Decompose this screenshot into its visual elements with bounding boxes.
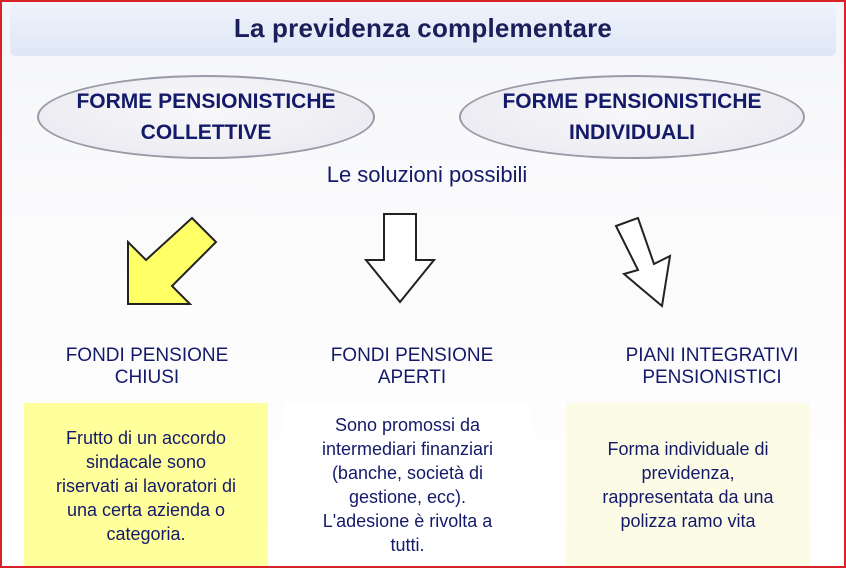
solutions-subtitle: Le soluzioni possibili — [326, 162, 528, 187]
closed-funds-desc-line: sindacale sono — [85, 452, 207, 472]
closed-funds-title — [42, 345, 252, 389]
integrative-plans-title-line-2: PENSIONISTICI — [642, 367, 782, 388]
arrow-down-left-icon — [114, 212, 224, 312]
collective-forms-line-2: COLLETTIVE — [140, 121, 272, 144]
open-funds-title — [307, 345, 517, 389]
integrative-plans-title — [592, 345, 832, 389]
open-funds-desc-line: gestione, ecc). — [348, 487, 467, 507]
open-funds-title-line-2: APERTI — [377, 367, 447, 388]
title-bar — [10, 4, 836, 56]
open-funds-description — [284, 403, 531, 568]
individual-forms-ellipse — [459, 75, 805, 159]
integrative-plans-desc-line: previdenza, — [641, 463, 735, 483]
integrative-plans-title-line-1: PIANI INTEGRATIVI — [625, 345, 799, 366]
closed-funds-title-line-1: FONDI PENSIONE — [65, 345, 229, 366]
open-funds-desc-line: tutti. — [390, 535, 425, 555]
open-funds-desc-line: (banche, società di — [331, 463, 484, 483]
closed-funds-description — [24, 403, 268, 568]
collective-forms-line-1: FORME PENSIONISTICHE — [76, 90, 336, 113]
open-funds-desc-line: L'adesione è rivolta a — [322, 511, 493, 531]
integrative-plans-desc-line: rappresentata da una — [602, 487, 774, 507]
open-funds-title-line-1: FONDI PENSIONE — [330, 345, 494, 366]
integrative-plans-desc-line: polizza ramo vita — [620, 511, 756, 531]
open-funds-desc-line: intermediari finanziari — [321, 439, 494, 459]
arrow-down-icon — [360, 210, 440, 306]
closed-funds-desc-line: categoria. — [106, 524, 186, 544]
closed-funds-desc-line: Frutto di un accordo — [65, 428, 227, 448]
individual-forms-line-1: FORME PENSIONISTICHE — [502, 90, 762, 113]
individual-forms-line-2: INDIVIDUALI — [569, 121, 695, 144]
integrative-plans-description — [566, 403, 810, 568]
integrative-plans-desc-line: Forma individuale di — [607, 439, 769, 459]
closed-funds-desc-line: riservati ai lavoratori di — [55, 476, 237, 496]
closed-funds-title-line-2: CHIUSI — [114, 367, 180, 388]
collective-forms-ellipse — [37, 75, 375, 159]
open-funds-desc-line: Sono promossi da — [334, 415, 481, 435]
closed-funds-desc-line: una certa azienda o — [66, 500, 226, 520]
arrow-down-right-icon — [600, 212, 680, 308]
slide-title: La previdenza complementare — [233, 13, 613, 43]
